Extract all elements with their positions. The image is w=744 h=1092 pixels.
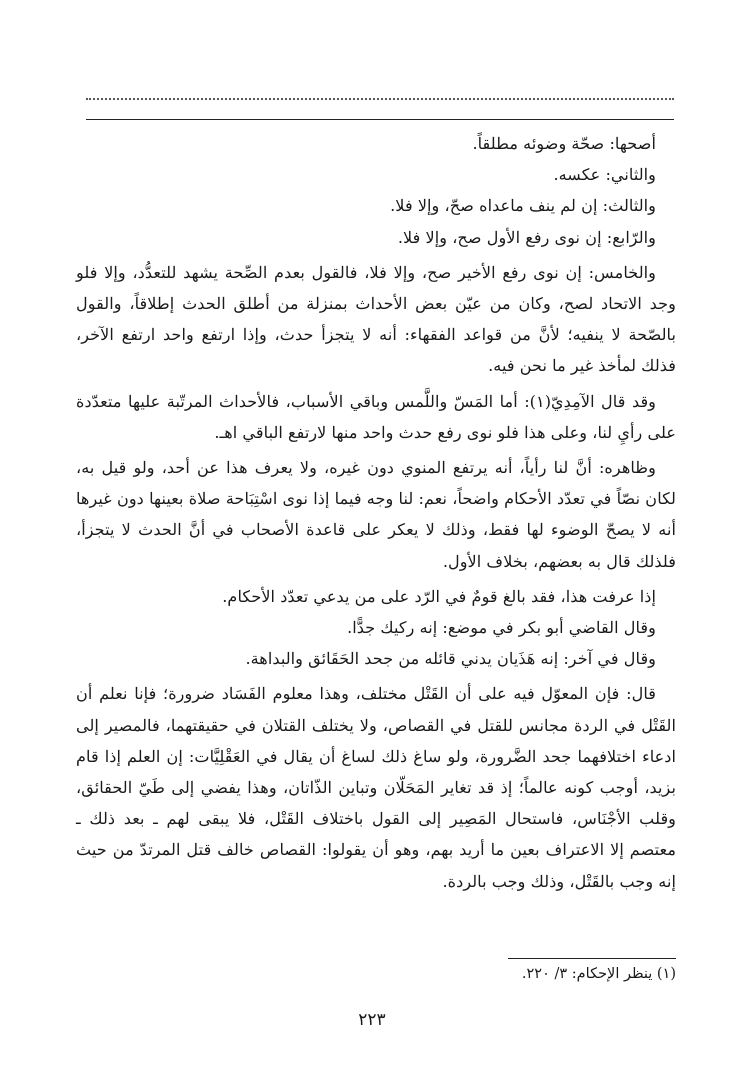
paragraph: وقد قال الآمِدِيّ(١): أما المَسّ واللَّمس وباقي الأسباب، فالأحداث المرتّبة عليها متعدّدة على رأيِ لنا، وعلى هذا فلو نوى رفع حدث واحد منها لارتفع الباقي اهـ.: [76, 391, 676, 442]
paragraph: والرّابع: إن نوى رفع الأول صح، وإلا فلا.: [397, 227, 656, 247]
paragraph: والثالث: إن لم ينف ماعداه صحّ، وإلا فلا.: [390, 196, 656, 216]
paragraph: وقال في آخر: إنه هَذَيان يدني قائله من جحد الحَقَائق والبداهة.: [245, 649, 656, 669]
paragraph: وظاهره: أنَّ لنا رأياً، أنه يرتفع المنوي دون غيره، ولا يعرف هذا عن أحد، ولو قيل به، لكان نصّاً في تعدّد الأحكام واضحاً، نعم: لنا وجه فيما إذا نوى اسْتِبَاحة صلاة بعينها دون غيرها أنه لا يصحّ الوضوء لها فقط، وذلك لا يعكر على قاعدة الأصحاب في أنَّ الحدث لا يتجزأ، فلذلك قال به بعضهم، بخلاف الأول.: [76, 458, 676, 571]
header-dotted-rule: [86, 98, 674, 100]
main-text: [76, 128, 676, 897]
header-rule: [86, 119, 674, 120]
paragraph: أصحها: صحّة وضوئه مطلقاً.: [472, 134, 656, 153]
footnote: (١) ينظر الإحكام: ٣/ ٢٢٠.: [521, 966, 676, 982]
paragraph: إذا عرفت هذا، فقد بالغ قومٌ في الرّد على من يدعي تعدّد الأحكام.: [222, 586, 656, 606]
paragraph: والثاني: عكسه.: [553, 165, 656, 185]
paragraph: قال: فإن المعوّل فيه على أن القَتْل مختلف، وهذا معلوم الفَسَاد ضرورة؛ فإنا نعلم أن القَتْل في الردة مجانس للقتل في القصاص، ولا يختلف القتلان في حقيقتهما، فالمصير إلى ادعاء اختلافهما جحد الضَّرورة، ولو ساغ ذلك لساغ أن يقال في العَقْلِيَّات: إن العلم إذا قام بزيد، أوجب كونه عالماً؛ إذ قد تغاير المَحَلّان وتباين الذّاتان، وهذا يفضي إلى طَيّ الحقائق، وقلب الأجْنَاس، فاستحال المَصِير إلى القول باختلاف القَتْل، فلا يبقى لهم ـ بعد ذلك ـ معتصم إلا الاعتراف بعين ما أريد بهم، وهو أن يقولوا: القصاص خالف قتل المرتدّ من حيث إنه وجب بالقَتْل، وذلك وجب بالردة.: [76, 684, 676, 891]
footnote-rule: [508, 958, 676, 959]
page-number: ٢٢٣: [358, 1010, 386, 1030]
paragraph: والخامس: إن نوى رفع الأخير صح، وإلا فلا، فالقول بعدم الصِّحة يشهد للتعدُّد، وإلا فلو وجد الاتحاد لصح، وكان من عيّن بعض الأحداث بمنزلة من أطلق الحدث إطلاقاً، والقول بالصّحة لا ينفيه؛ لأنَّ من قواعد الفقهاء: أنه لا يتجزأ حدث، وإذا ارتفع واحد ارتفع الآخر، فذلك لمأخذ غير ما نحن فيه.: [76, 262, 676, 376]
paragraph: وقال القاضي أبو بكر في موضع: إنه ركيك جدًّا.: [347, 618, 656, 638]
